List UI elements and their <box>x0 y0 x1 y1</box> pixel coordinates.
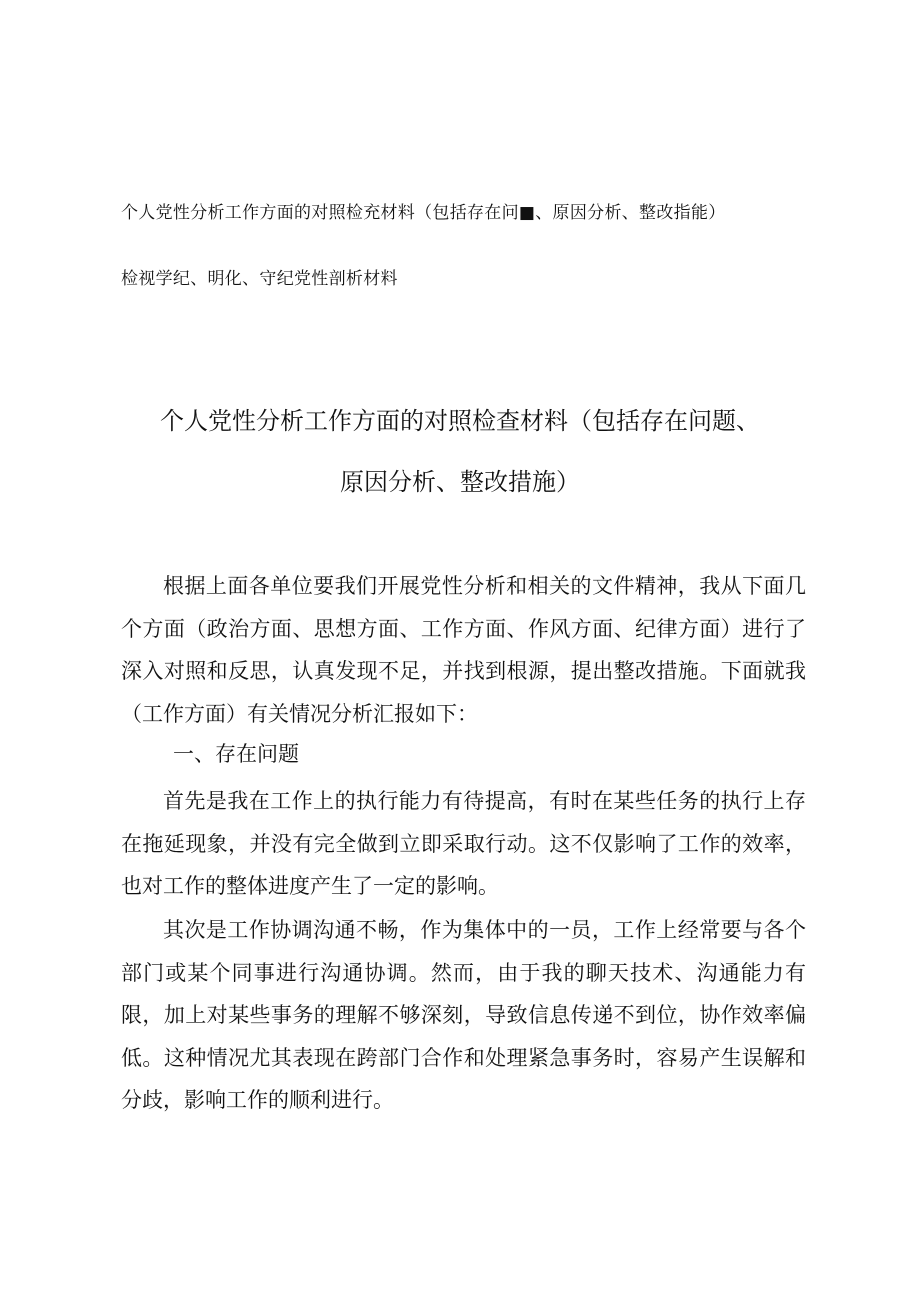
intro-paragraph: 根据上面各单位要我们开展党性分析和相关的文件精神，我从下面几个方面（政治方面、思想方面、工作方面、作风方面、纪律方面）进行了深入对照和反思，认真发现不足，并找到根源，提出整改措施。下面就我（工作方面）有关情况分析汇报如下： <box>121 574 806 726</box>
document-title-line-1: 个人党性分析工作方面的对照检查材料（包括存在问题、 <box>160 407 760 435</box>
document-title-line-2: 原因分析、整改措施） <box>340 468 580 496</box>
header-line-1: 个人党性分析工作方面的对照检充材料（包括存在问■、原因分析、整改指能） <box>121 203 726 223</box>
header-line-2: 检视学纪、明化、守纪党性剖析材料 <box>121 269 398 289</box>
paragraph-block-2 <box>121 909 806 1122</box>
body-paragraph: 其次是工作协调沟通不畅，作为集体中的一员，工作上经常要与各个部门或某个同事进行沟通协调。然而，由于我的聊天技术、沟通能力有限，加上对某些事务的理解不够深刻，导致信息传递不到位，协作效率偏低。这种情况尤其表现在跨部门合作和处理紧急事务时，容易产生误解和分歧，影响工作的顺利进行。 <box>121 918 806 1112</box>
section-heading: 一、存在问题 <box>173 742 299 766</box>
paragraph-block-1 <box>121 780 806 908</box>
intro-block <box>121 565 806 735</box>
body-paragraph: 首先是我在工作上的执行能力有待提高，有时在某些任务的执行上存在拖延现象，并没有完全做到立即采取行动。这不仅影响了工作的效率，也对工作的整体进度产生了一定的影响。 <box>121 789 806 898</box>
